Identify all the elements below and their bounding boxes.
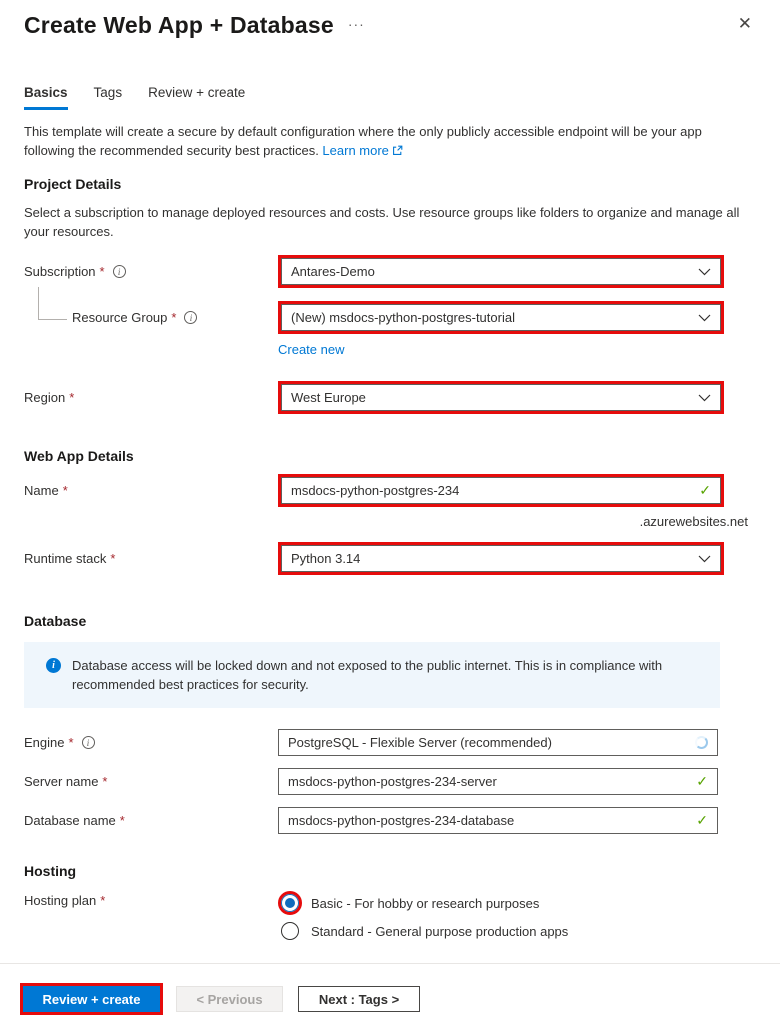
subscription-label: Subscription (24, 264, 96, 279)
domain-suffix: .azurewebsites.net (639, 514, 748, 529)
valid-check-icon: ✓ (696, 812, 708, 828)
database-name-label: Database name (24, 813, 116, 828)
database-name-row (24, 807, 756, 834)
required-asterisk: * (102, 774, 108, 789)
server-name-value: msdocs-python-postgres-234-server (288, 774, 497, 789)
annotation-highlight (278, 542, 724, 575)
chevron-down-icon (698, 551, 711, 566)
annotation-highlight (278, 891, 302, 915)
close-icon[interactable]: ✕ (737, 14, 752, 33)
chevron-down-icon (698, 390, 711, 405)
required-asterisk: * (100, 893, 106, 908)
learn-more-label: Learn more (322, 143, 389, 158)
server-name-input[interactable] (278, 768, 718, 795)
runtime-stack-row (24, 542, 756, 575)
chevron-down-icon (698, 264, 711, 279)
footer-bar (0, 963, 780, 1015)
name-input[interactable] (281, 477, 721, 504)
hosting-plan-label-group (24, 893, 278, 908)
subscription-value: Antares-Demo (291, 264, 375, 279)
tab-tags[interactable]: Tags (93, 85, 123, 100)
engine-dropdown[interactable] (278, 729, 718, 756)
name-label: Name (24, 483, 59, 498)
runtime-stack-label: Runtime stack (24, 551, 107, 566)
annotation-highlight (20, 983, 163, 1015)
database-heading: Database (24, 613, 87, 629)
engine-label: Engine (24, 735, 65, 750)
hosting-plan-row (24, 891, 756, 940)
hosting-plan-label: Hosting plan (24, 893, 97, 908)
radio-option-standard-label: Standard - General purpose production apps (311, 923, 569, 939)
server-name-row (24, 768, 756, 795)
region-row (24, 381, 756, 414)
tab-basics[interactable]: Basics (24, 85, 68, 110)
engine-label-group (24, 735, 278, 750)
info-icon[interactable]: i (82, 736, 95, 749)
wizard-tabs (24, 85, 756, 110)
required-asterisk: * (110, 551, 116, 566)
name-value: msdocs-python-postgres-234 (291, 483, 460, 498)
intro-text (24, 122, 746, 161)
valid-check-icon: ✓ (696, 773, 708, 789)
engine-row (24, 729, 756, 756)
annotation-highlight (278, 301, 724, 334)
subscription-group (24, 255, 756, 357)
resource-group-label: Resource Group (72, 310, 168, 325)
region-value: West Europe (291, 390, 366, 405)
info-icon[interactable]: i (184, 311, 197, 324)
review-create-button[interactable]: Review + create (23, 986, 160, 1012)
database-name-input[interactable] (278, 807, 718, 834)
previous-button[interactable]: < Previous (176, 986, 283, 1012)
intro-body: This template will create a secure by default configuration where the only publicly accessible endpoint will be your app following the recommended security best practices. (24, 124, 702, 158)
resource-group-value: (New) msdocs-python-postgres-tutorial (291, 310, 515, 325)
external-link-icon (392, 142, 403, 161)
region-label: Region (24, 390, 66, 405)
radio-option-standard[interactable] (278, 922, 568, 940)
pane-header (24, 0, 756, 39)
subscription-label-group (24, 264, 278, 279)
create-new-link[interactable]: Create new (278, 342, 345, 357)
info-banner (24, 642, 720, 708)
region-dropdown[interactable] (281, 384, 721, 411)
required-asterisk: * (69, 390, 75, 405)
resource-group-dropdown[interactable] (281, 304, 721, 331)
learn-more-link[interactable] (322, 143, 402, 158)
more-options-icon[interactable]: ··· (347, 16, 365, 32)
valid-check-icon: ✓ (699, 482, 711, 498)
subscription-row (24, 255, 756, 288)
name-label-group (24, 483, 278, 498)
database-name-label-group (24, 813, 278, 828)
name-row (24, 474, 756, 507)
server-name-label-group (24, 774, 278, 789)
required-asterisk: * (68, 735, 74, 750)
radio-unselected-icon[interactable] (281, 922, 299, 940)
hosting-heading: Hosting (24, 863, 77, 879)
annotation-highlight (278, 474, 724, 507)
radio-option-basic-label: Basic - For hobby or research purposes (311, 895, 540, 911)
required-asterisk: * (62, 483, 68, 498)
tab-review-create[interactable]: Review + create (148, 85, 246, 100)
annotation-highlight (278, 255, 724, 288)
annotation-highlight (278, 381, 724, 414)
required-asterisk: * (171, 310, 177, 325)
info-banner-text: Database access will be locked down and not exposed to the public internet. This is in compliance with recommended best practices for security. (72, 658, 663, 692)
subscription-dropdown[interactable] (281, 258, 721, 285)
footer-buttons (0, 964, 780, 1015)
runtime-stack-label-group (24, 551, 278, 566)
page-title: Create Web App + Database (24, 12, 334, 38)
region-label-group (24, 390, 278, 405)
runtime-stack-value: Python 3.14 (291, 551, 361, 566)
loading-spinner-icon (695, 736, 708, 749)
required-asterisk: * (119, 813, 125, 828)
hierarchy-connector-line (38, 287, 67, 320)
engine-value: PostgreSQL - Flexible Server (recommended) (288, 735, 552, 750)
database-name-value: msdocs-python-postgres-234-database (288, 813, 515, 828)
create-new-row (278, 342, 756, 357)
runtime-stack-dropdown[interactable] (281, 545, 721, 572)
project-details-heading: Project Details (24, 176, 122, 192)
server-name-label: Server name (24, 774, 99, 789)
resource-group-row (24, 301, 756, 334)
web-app-details-heading: Web App Details (24, 448, 134, 464)
info-icon[interactable]: i (113, 265, 126, 278)
next-tags-button[interactable]: Next : Tags > (298, 986, 420, 1012)
radio-selected-icon[interactable] (281, 894, 299, 912)
project-details-description: Select a subscription to manage deployed resources and costs. Use resource groups like folders to organize and manage all your resources. (24, 205, 740, 239)
radio-option-basic[interactable] (278, 891, 568, 915)
required-asterisk: * (99, 264, 105, 279)
info-filled-icon: i (46, 658, 61, 673)
chevron-down-icon (698, 310, 711, 325)
hosting-plan-options (278, 891, 568, 940)
